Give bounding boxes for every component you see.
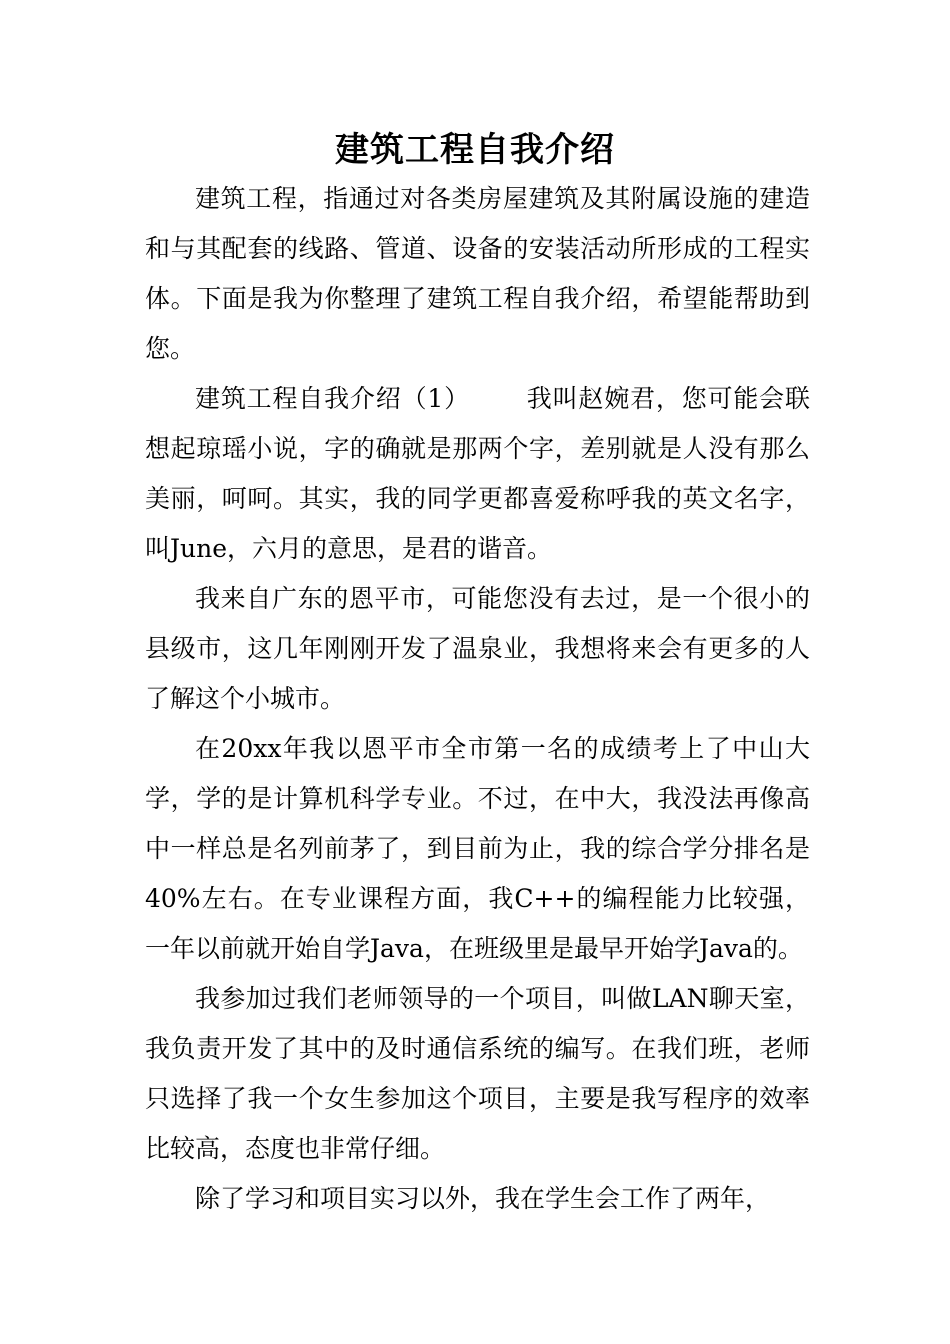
- paragraph-intro: 建筑工程，指通过对各类房屋建筑及其附属设施的建造和与其配套的线路、管道、设备的安装活动所形成的工程实体。下面是我为你整理了建筑工程自我介绍，希望能帮助到您。: [145, 184, 810, 363]
- section-text: 我叫赵婉君，您可能会联想起琼瑶小说，字的确就是那两个字，差别就是人没有那么美丽，呵呵。其实，我的同学更都喜爱称呼我的英文名字，叫June，六月的意思，是君的谐音。: [145, 384, 810, 563]
- paragraph-project: 我参加过我们老师领导的一个项目，叫做LAN聊天室，我负责开发了其中的及时通信系统的编写。在我们班，老师只选择了我一个女生参加这个项目，主要是我写程序的效率比较高，态度也非常仔细。: [145, 984, 810, 1163]
- section-heading: 建筑工程自我介绍（1）: [195, 384, 470, 413]
- paragraph-section-1: [145, 374, 810, 574]
- document-body: [145, 174, 810, 1224]
- paragraph-hometown: 我来自广东的恩平市，可能您没有去过，是一个很小的县级市，这几年刚刚开发了温泉业，我想将来会有更多的人了解这个小城市。: [145, 584, 810, 713]
- document-title: 建筑工程自我介绍: [335, 130, 615, 170]
- paragraph-student-union: 除了学习和项目实习以外，我在学生会工作了两年，: [195, 1184, 771, 1213]
- paragraph-education: 在20xx年我以恩平市全市第一名的成绩考上了中山大学，学的是计算机科学专业。不过，在中大，我没法再像高中一样总是名列前茅了，到目前为止，我的综合学分排名是40%左右。在专业课程方面，我C++的编程能力比较强，一年以前就开始自学Java，在班级里是最早开始学Java的。: [145, 734, 810, 963]
